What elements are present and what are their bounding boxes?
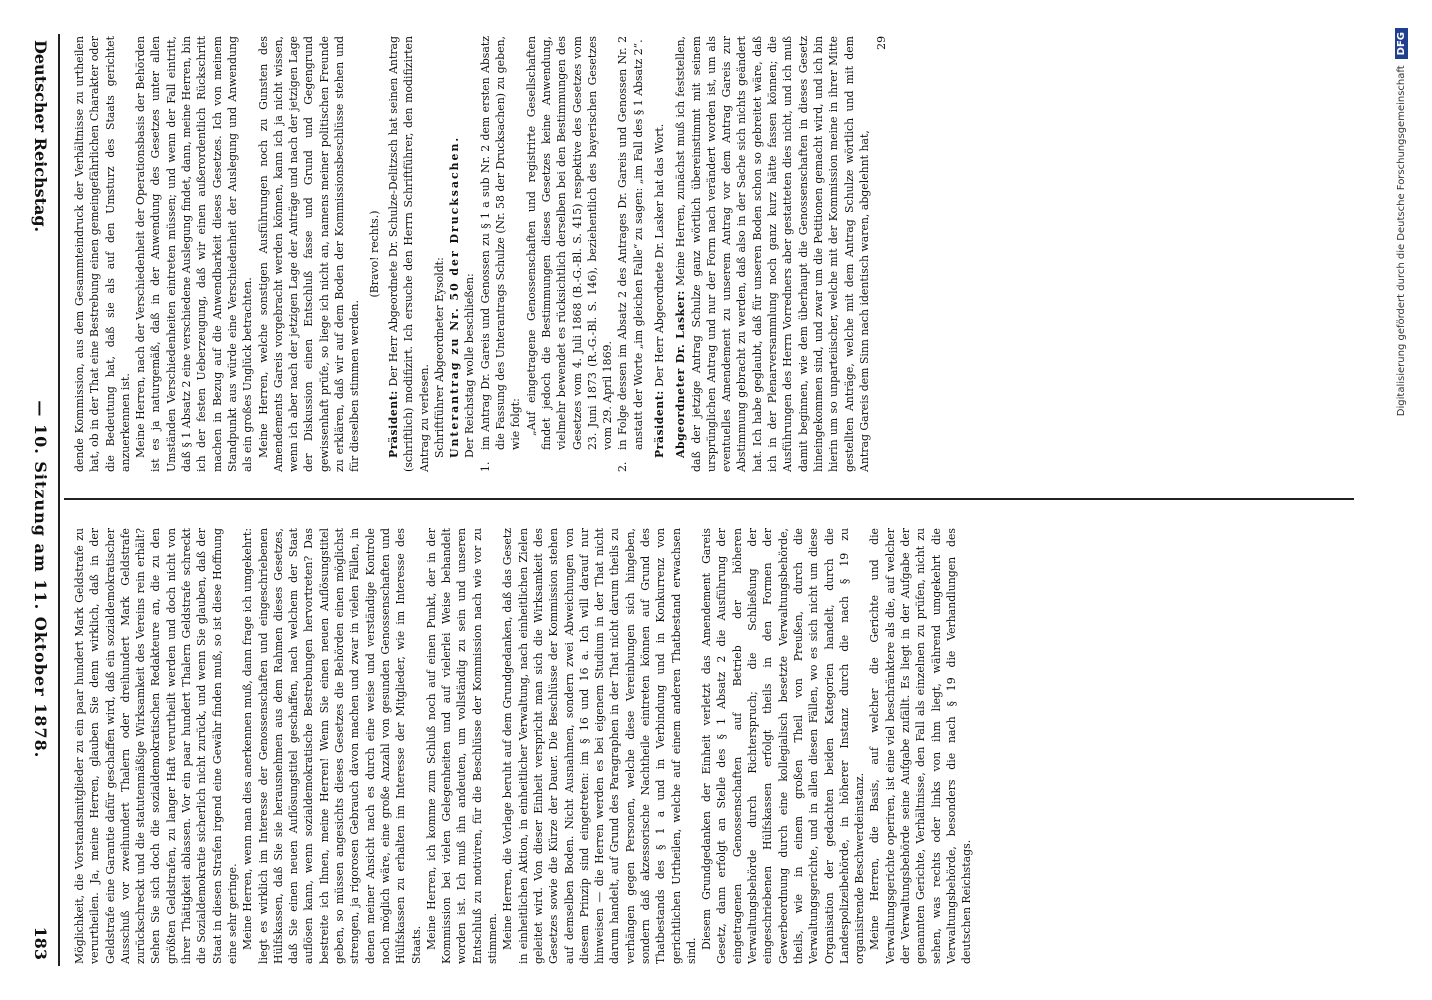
paragraph: Meine Herren, wenn man dies anerkennen muß, dann frage ich umgekehrt: liegt es wirklich im Interesse der Genossenschaften und eingeschriebenen Hülfskassen, daß Sie sie herausnehmen aus dem Rahmen dieses Gesetzes, daß Sie einen neuen Auflösungstitel geschaffen, nach welchem der Staat auflösen kann, wenn sozialdemokratische Bestrebungen hervortreten? Das bestreite ich Ihnen, meine Herren! Wenn Sie einen neuen Auflösungstitel geben, so müssen angesichts dieses Gesetzes die Behörden einen möglichst strengen, ja rigorosen Gebrauch davon machen und zwar in vielen Fällen, in denen meiner Ansicht nach es durch eine weise und verständige Kontrole noch möglich wäre, eine große Anzahl von gesunden Genossenschaften und Hülfskassen zu erhalten im Interesse der Mitglieder, wie im Interesse des Staats. bbox=[241, 528, 423, 964]
running-head bbox=[31, 40, 50, 960]
motion-item bbox=[615, 36, 646, 472]
speaker-label: Präsident: bbox=[386, 390, 400, 458]
speaker-label: Präsident: bbox=[652, 390, 666, 458]
digitization-credit bbox=[1390, 0, 1412, 1000]
paragraph: dende Kommission, aus dem Gesammteindruck der Verhältnisse zu urtheilen hat, ob in der That eine Bestrebung einen gemeingefährlichen Charakter oder die Bedeutung hat, daß sie als auf den Umsturz des Staats gerichtet anzuerkennen ist. bbox=[73, 36, 132, 472]
speaker-label: Abgeordneter Dr. Lasker: bbox=[674, 290, 688, 458]
motion-title: Unterantrag zu Nr. 50 der Drucksachen. bbox=[448, 135, 462, 458]
column-divider bbox=[64, 498, 1354, 500]
running-head-center: — 10. Sitzung am 11. Oktober 1878. bbox=[31, 400, 50, 759]
lasker-speech bbox=[673, 36, 872, 472]
dfg-logo: DFG bbox=[1395, 28, 1408, 59]
item-text: im Antrag Dr. Gareis und Genossen zu § 1 a sub Nr. 2 dem ersten Absatz die Fassung des Unterantrags Schulze (Nr. 58 der Drucksachen) zu geben, wie folgt: bbox=[478, 36, 523, 450]
motion-quote: „Auf eingetragene Genossenschaften und registrirte Gesellschaften findet jedoch die Bestimmungen dieses Gesetzes keine Anwendung, vielmehr bewendet es rücksichtlich derselben bei den Bestimmungen des Gesetzes vom 4. Juli 1868 (B.-G.-Bl. S. 415) respektive des Gesetzes vom 23. Juni 1873 (R.-G.-Bl. S. 146), beziehentlich des bayerischen Gesetzes vom 29. April 1869. bbox=[524, 36, 615, 450]
statement-text: Der Herr Abgeordnete Dr. Lasker hat das Wort. bbox=[652, 123, 666, 387]
statement-text: Meine Herren, zunächst muß ich feststellen, daß der jetzige Antrag Schulze ganz wörtlich übereinstimmt mit seinem ursprünglichen Antrag und nur der Form nach verändert worden ist, um als eventuelles Amendement zu unserem Antrag vor dem Antrag Gareis zur Abstimmung gebracht zu werden, daß also in der Sache sich nichts geändert hat. Ich habe geglaubt, daß für unseren Boden schon so gebreitet wäre, daß ich in der Plenarversammlung noch ganz kurz hätte fassen können; die Ausführungen des Herrn Vorredners aber gestatteten dies nicht, und ich muß damit beginnen, wie dem überhaupt die Genossenschaften in dieses Gesetz hineingekommen sind, und zwar um die Petitionen gemacht wird, und ich bin hierin um so unparteiischer, welche mit der Kommission meine in ihrer Mitte gestellten Anträge, welche mit dem Antrag Schulze wörtlich und mit dem Antrag Gareis dem Sinn nach identisch waren, abgelehnt hat, bbox=[674, 35, 871, 472]
president-statement bbox=[652, 36, 667, 472]
item-number: 2. bbox=[616, 461, 630, 472]
right-column bbox=[72, 36, 1342, 472]
paragraph: Meine Herren, ich komme zum Schluß noch auf einen Punkt, der in der Kommission bei vielen Gelegenheiten und auf vielerlei Weise behandelt worden ist. Ich muß ihn andeuten, um vollständig zu sein und unseren Entschluß zu motiviren, für die Beschlüsse der Kommission nach wie vor zu stimmen. bbox=[424, 528, 500, 964]
running-head-left: Deutscher Reichstag. bbox=[31, 40, 50, 233]
president-statement bbox=[386, 36, 432, 472]
left-column bbox=[72, 528, 1342, 964]
item-number: 1. bbox=[478, 461, 492, 472]
page-number: 183 bbox=[31, 926, 50, 960]
applause-note: (Bravo! rechts.) bbox=[367, 210, 381, 298]
motion-intro: Der Reichstag wolle beschließen: bbox=[463, 273, 477, 458]
motion-item bbox=[478, 36, 524, 472]
item-text: in Folge dessen im Absatz 2 des Antrages Dr. Gareis und Genossen Nr. 2 anstatt der Worte „im gleichen Falle“ zu sagen: „im Fall des § 1 Absatz 2“. bbox=[616, 36, 645, 450]
paragraph: Möglichkeit, die Vorstandsmitglieder zu ein paar hundert Mark Geldstrafe zu verurtheilen. Ja, meine Herren, glauben Sie denn wirklich, daß in der Geldstrafe eine Garantie dafür geschaffen wird, daß ein sozialdemokratischer Ausschuß vor zweihundert Thalern oder dreihundert Mark Geldstrafe zurückschreckt und die statutenmäßige Wirksamkeit des Vereins rein erhält? Sehen Sie sich doch die sozialdemokratischen Redakteure an, die zu den größten Geldstrafen, zu langer Haft verurtheilt werden und doch nicht von ihrer Thätigkeit ablassen. Vor ein paar hundert Thalern Geldstrafe schreckt die Sozialdemokratie sicherlich nicht zurück, und wenn Sie glauben, daß der Staat in diesen Strafen irgend eine Gewähr finden muß, so ist diese Hoffnung eine sehr geringe. bbox=[73, 528, 239, 964]
secretary-speaker: Schriftführer Abgeordneter Eysoldt: bbox=[432, 257, 446, 458]
paragraph: Meine Herren, nach der Verschiedenheit der Operationsbasis der Behörden ist es ja naturgemäß, daß in der Anwendung des Gesetzes unter allen Umständen Verschiedenheiten eintreten müssen; und wenn der Fall eintritt, daß § 1 Absatz 2 eine verschiedene Auslegung findet, dann, meine Herren, bin ich der festen Ueberzeugung, daß wir einen außerordentlich Rückschritt machen in Bezug auf die Anwendbarkeit dieses Gesetzes. Ich von meinem Standpunkt aus würde eine Verschiedenheit der Auslegung und Anwendung als ein großes Unglück betrachten. bbox=[134, 36, 255, 472]
statement-text: Der Herr Abgeordnete Dr. Schulze-Delitzsch hat seinen Antrag (schriftlich) modifizirt. Ich ersuche den Herrn Schriftführer, den modifizirten Antrag zu verlesen. bbox=[386, 36, 431, 472]
signature-number: 29 bbox=[875, 36, 889, 50]
paragraph: Meine Herren, welche sonstigen Ausführungen noch zu Gunsten des Amendements Gareis vorgebracht werden können, kann ich ja nicht wissen, wenn ich aber nach der jetzigen Lage der Anträge und nach der jetzigen Lage der Diskussion einen Entschluß fasse und Grund und Gegengrund gewissenhaft prüfe, so liege ich nicht an, namens meiner politischen Freunde zu erklären, daß wir auf dem Boden der Kommissionsbeschlüsse stehen und für dieselben stimmen werden. bbox=[256, 36, 362, 472]
paragraph: Meine Herren, die Basis, auf welcher die Gerichte und die Verwaltungsgerichte operiren, ist eine viel beschränktere als die, auf welcher der Verwaltungsbehörde seine Aufgabe zufällt. Es liegt in der Aufgabe der genannten Gerichte, Verhältnisse, den Fall als einzelnen zu prüfen, nicht zu sehen, was rechts oder links von ihm liegt, während umgekehrt die Verwaltungsbehörde, besonders die nach § 19 die Verhandlungen des deutschen Reichstags. bbox=[868, 528, 974, 964]
header-rule bbox=[58, 34, 60, 966]
paragraph: Meine Herren, die Vorlage beruht auf dem Grundgedanken, daß das Gesetz in einheitlichen Aktion, in einheitlicher Verwaltung, nach einheitlichen Zielen geleitet wird. Von dieser Einheit verspricht man sich die Wirksamkeit des Gesetzes sowie die Kürze der Dauer. Die Beschlüsse der Kommission stehen auf demselben Boden. Nicht Ausnahmen, sondern zwei Abweichungen von diesem Prinzip sind eingetreten: im § 16 und 16 a. Ich will darauf nur hinweisen — die Herren werden es bei eigenem Studium in der That nicht darum handelt, auf Grund des Paragraphen in der That nicht darum theils zu verhängen gegen Personen, welche diese Vereinbungen sich hingeben, sondern daß akzessorische Nachtheile eintreten können auf Grund des Thatbestands des § 1 a und in Verbindung und in Konkurrenz von gerichtlichen Urtheilen, welche auf einem anderen Thatbestand erwachsen sind. bbox=[501, 528, 698, 964]
paragraph: Diesem Grundgedanken der Einheit verletzt das Amendement Gareis Gesetz, dann erfolgt an Stelle des § 1 Absatz 2 die Ausführung der eingetragenen Genossenschaften auf Betrieb der höheren Verwaltungsbehörde durch Richterspruch; die Schließung der eingeschriebenen Hülfskassen erfolgt theils in den Formen der Gewerbeordnung durch eine kollegialisch besetzte Verwaltungsbehörde, theils, wie in einem großen Theil von Preußen, durch die Verwaltungsgerichte, und in allen diesen Fällen, wo es sich nicht um diese Organisation der gedachten beiden Kategorien handelt, durch die Landespolizeibehörde, in höherer Instanz durch die nach § 19 zu organisirende Beschwerdeinstanz. bbox=[700, 528, 867, 964]
credit-text: Digitalisierung gefördert durch die Deutsche Forschungsgemeinschaft bbox=[1395, 65, 1407, 417]
